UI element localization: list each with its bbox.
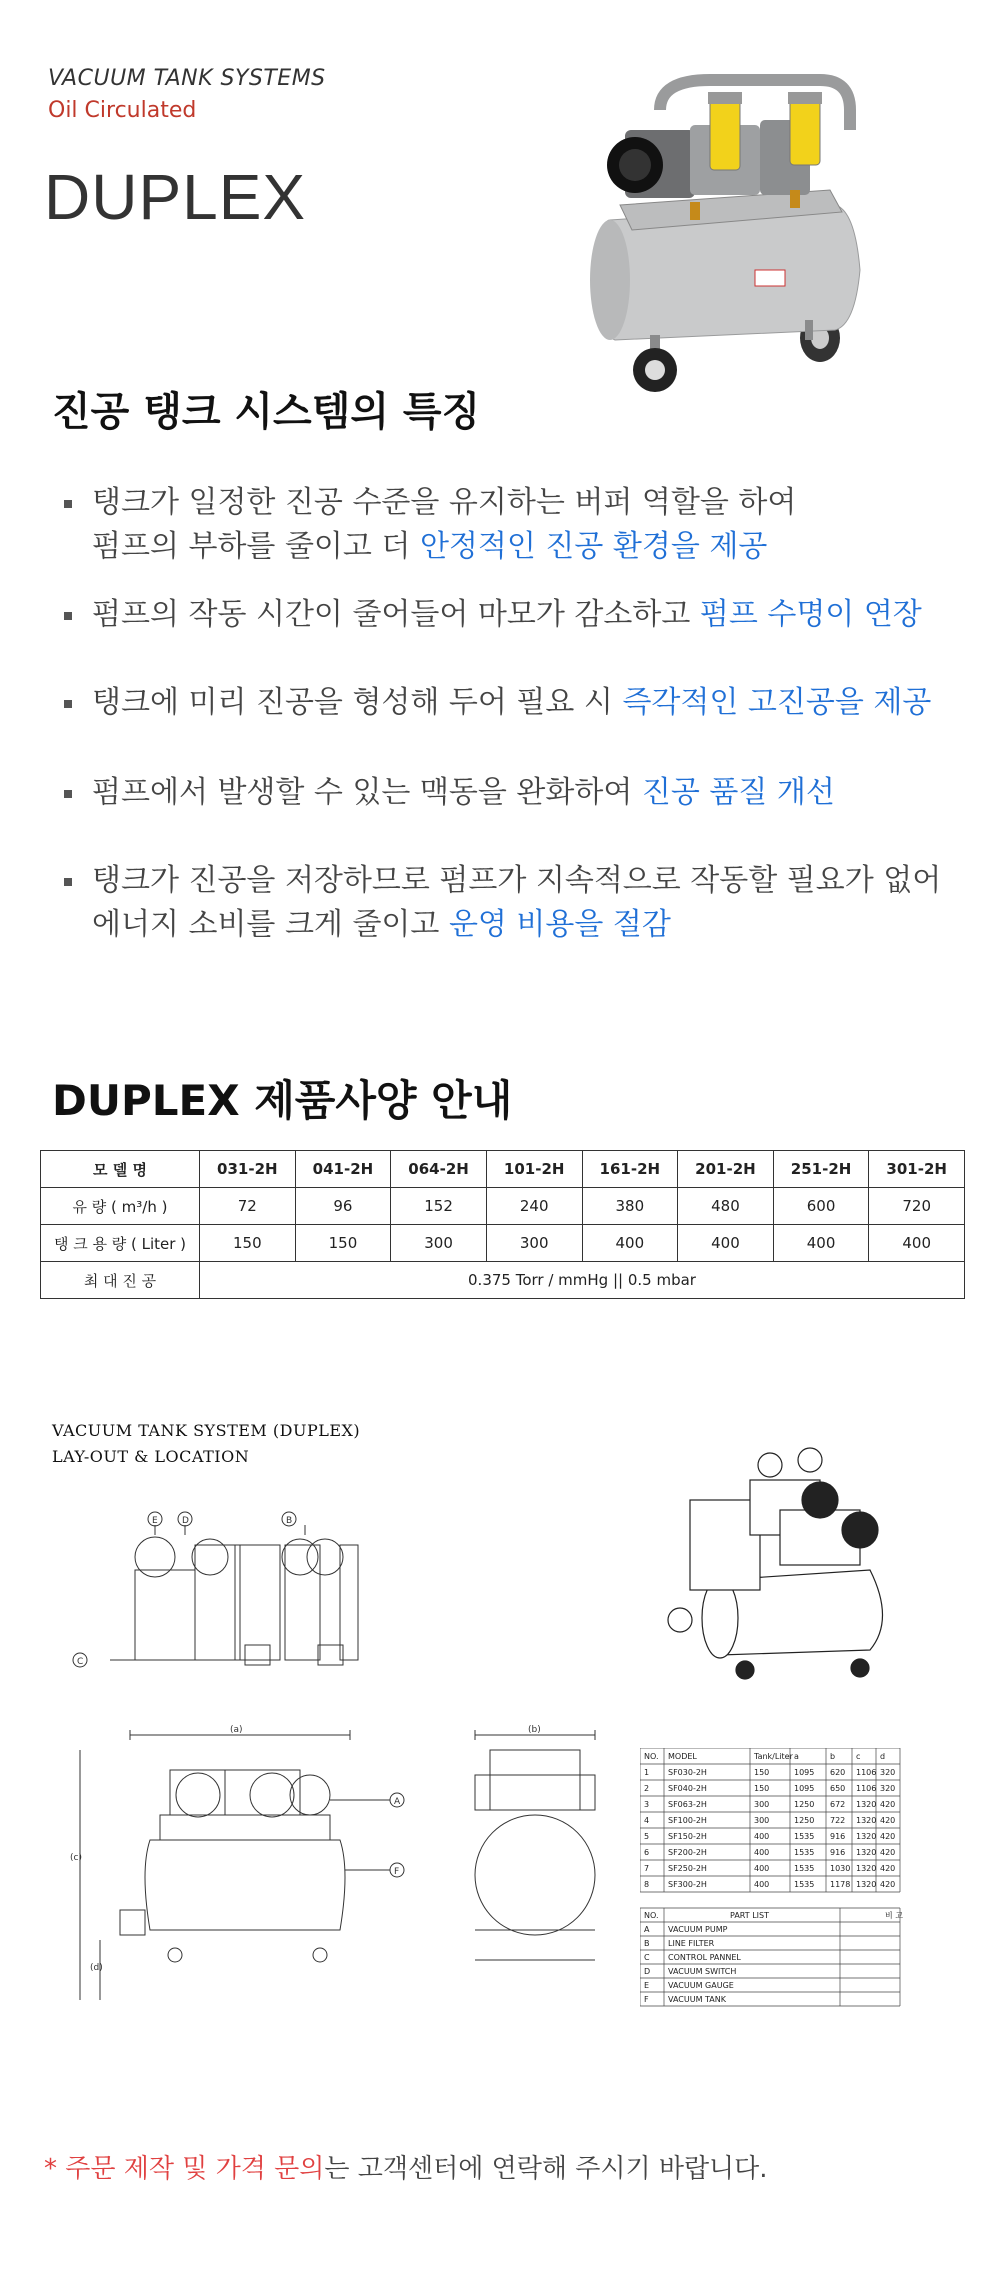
- table-cell-text: 420: [880, 1880, 896, 1889]
- parts-list-grid: [640, 1908, 903, 2006]
- product-title: DUPLEX: [44, 161, 307, 233]
- table-cell-text: 비 고: [885, 1911, 903, 1920]
- feature-text: 탱크가 진공을 저장하므로 펌프가 지속적으로 작동할 필요가 없어: [92, 863, 942, 898]
- table-cell-text: 420: [880, 1816, 896, 1825]
- table-cell: 300: [391, 1225, 487, 1262]
- table-cell-text: 150: [754, 1768, 770, 1777]
- table-header-cell: 064-2H: [391, 1151, 487, 1188]
- feature-text: 탱크가 일정한 진공 수준을 유지하는 버퍼 역할을 하여: [92, 485, 797, 520]
- oil-circulated-label: Oil Circulated: [48, 98, 197, 123]
- row-label: 최 대 진 공: [41, 1262, 200, 1299]
- table-cell-text: 1320: [856, 1800, 877, 1809]
- table-header-cell: 301-2H: [869, 1151, 965, 1188]
- table-cell-text: SF100-2H: [668, 1816, 707, 1825]
- model-table-grid: [640, 1748, 900, 1892]
- feature-highlight: 즉각적인 고진공을 제공: [622, 685, 932, 720]
- table-cell-text: 420: [880, 1832, 896, 1841]
- table-cell-text: 1320: [856, 1832, 877, 1841]
- table-cell-text: 400: [754, 1832, 770, 1841]
- table-header-cell: 101-2H: [486, 1151, 582, 1188]
- table-cell-text: 320: [880, 1784, 896, 1793]
- table-cell-text: 916: [830, 1848, 846, 1857]
- table-cell-text: 7: [644, 1864, 650, 1873]
- table-cell-text: 722: [830, 1816, 846, 1825]
- table-cell-text: 650: [830, 1784, 846, 1793]
- table-cell-text: VACUUM SWITCH: [668, 1967, 737, 1976]
- table-cell-text: SF200-2H: [668, 1848, 707, 1857]
- table-cell: 400: [773, 1225, 869, 1262]
- model-dimension-table: [640, 1748, 960, 2038]
- feature-highlight: 운영 비용을 절감: [448, 907, 671, 942]
- table-cell-text: D: [644, 1967, 651, 1976]
- table-cell-text: SF040-2H: [668, 1784, 707, 1793]
- table-cell-text: 1535: [794, 1848, 815, 1857]
- table-cell-text: d: [880, 1752, 886, 1761]
- table-cell: 150: [295, 1225, 391, 1262]
- dimension-label: (d): [90, 1963, 103, 1973]
- table-cell: 72: [200, 1188, 296, 1225]
- callout-label: F: [394, 1867, 400, 1877]
- table-cell-text: 1: [644, 1768, 650, 1777]
- table-cell-text: C: [644, 1953, 650, 1962]
- table-header-cell: 201-2H: [678, 1151, 774, 1188]
- table-cell: 150: [200, 1225, 296, 1262]
- table-cell-text: 672: [830, 1800, 846, 1809]
- asterisk: *: [44, 2154, 66, 2184]
- table-cell: 96: [295, 1188, 391, 1225]
- feature-highlight: 펌프 수명이 연장: [699, 597, 922, 632]
- table-cell-text: A: [644, 1925, 650, 1934]
- table-cell-text: 300: [754, 1800, 770, 1809]
- callout-label: E: [152, 1516, 158, 1526]
- table-cell: 600: [773, 1188, 869, 1225]
- table-cell-text: SF150-2H: [668, 1832, 707, 1841]
- callout-label: A: [394, 1797, 401, 1807]
- table-cell-text: 4: [644, 1816, 650, 1825]
- front-elevation-drawing: [60, 1720, 440, 2020]
- table-cell-text: 420: [880, 1864, 896, 1873]
- table-cell-text: VACUUM GAUGE: [668, 1981, 734, 1990]
- product-photo: [580, 70, 880, 440]
- table-cell-text: 1250: [794, 1800, 815, 1809]
- table-cell-text: LINE FILTER: [668, 1939, 715, 1948]
- contact-notice: [44, 2148, 768, 2185]
- table-cell-text: NO.: [644, 1752, 659, 1761]
- table-cell-text: SF030-2H: [668, 1768, 707, 1777]
- isometric-drawing: [660, 1440, 900, 1700]
- row-label: 탱 크 용 량 ( Liter ): [41, 1225, 200, 1262]
- table-cell-text: NO.: [644, 1911, 659, 1920]
- table-header-cell: 031-2H: [200, 1151, 296, 1188]
- table-cell-text: B: [644, 1939, 650, 1948]
- table-cell-text: E: [644, 1981, 650, 1990]
- table-cell-text: 300: [754, 1816, 770, 1825]
- table-cell-text: 420: [880, 1848, 896, 1857]
- spec-table: [40, 1150, 965, 1299]
- callout-label: C: [77, 1657, 84, 1667]
- table-cell-text: F: [644, 1995, 649, 2004]
- notice-text: 는 고객센터에 연락해 주시기 바랍니다.: [324, 2154, 768, 2184]
- table-cell-text: SF063-2H: [668, 1800, 707, 1809]
- table-header-row: [41, 1151, 965, 1188]
- table-cell-text: 1320: [856, 1880, 877, 1889]
- table-cell-text: 150: [754, 1784, 770, 1793]
- drawing-title: [52, 1418, 360, 1470]
- spec-heading: DUPLEX 제품사양 안내: [52, 1076, 513, 1125]
- table-cell: 400: [869, 1225, 965, 1262]
- table-cell-text: 1095: [794, 1768, 815, 1777]
- table-cell-text: 916: [830, 1832, 846, 1841]
- table-cell-text: 1535: [794, 1864, 815, 1873]
- brand-line: VACUUM TANK SYSTEMS: [48, 66, 326, 91]
- table-row: [41, 1188, 965, 1225]
- table-cell-text: 420: [880, 1800, 896, 1809]
- drawing-title-line1: VACUUM TANK SYSTEM (DUPLEX): [52, 1421, 361, 1440]
- dimension-label: (b): [528, 1725, 541, 1735]
- row-label: 유 량 ( m³/h ): [41, 1188, 200, 1225]
- table-cell-text: 1250: [794, 1816, 815, 1825]
- feature-text: 펌프에서 발생할 수 있는 맥동을 완화하여: [92, 775, 642, 810]
- side-elevation-drawing: [460, 1720, 610, 2020]
- table-cell-text: 1535: [794, 1832, 815, 1841]
- table-cell-text: VACUUM PUMP: [668, 1925, 728, 1934]
- table-cell-text: 320: [880, 1768, 896, 1777]
- dimension-label: (a): [230, 1725, 243, 1735]
- table-cell-text: 1178: [830, 1880, 851, 1889]
- table-cell-text: 1030: [830, 1864, 851, 1873]
- feature-highlight: 진공 품질 개선: [641, 775, 835, 810]
- table-cell-text: 620: [830, 1768, 846, 1777]
- callout-label: B: [286, 1516, 293, 1526]
- feature-text: 펌프의 부하를 줄이고 더: [92, 529, 420, 564]
- feature-text: 에너지 소비를 크게 줄이고: [92, 907, 449, 942]
- table-cell: 300: [486, 1225, 582, 1262]
- feature-highlight: 안정적인 진공 환경을 제공: [419, 529, 768, 564]
- table-cell-text: a: [794, 1752, 799, 1761]
- feature-text-line2: [92, 524, 767, 570]
- table-cell: 240: [486, 1188, 582, 1225]
- table-header-cell: 161-2H: [582, 1151, 678, 1188]
- bullet-icon: [64, 790, 72, 798]
- table-cell-text: 2: [644, 1784, 650, 1793]
- table-cell-text: SF250-2H: [668, 1864, 707, 1873]
- table-cell-text: 1535: [794, 1880, 815, 1889]
- table-row: [41, 1225, 965, 1262]
- dimension-label: (c): [70, 1853, 82, 1863]
- table-cell-text: 400: [754, 1880, 770, 1889]
- callout-label: D: [182, 1516, 189, 1526]
- table-cell-text: MODEL: [668, 1752, 697, 1761]
- bullet-icon: [64, 878, 72, 886]
- table-cell-text: b: [830, 1752, 836, 1761]
- table-header-cell: 041-2H: [295, 1151, 391, 1188]
- table-cell-text: PART LIST: [730, 1911, 769, 1920]
- table-cell: 152: [391, 1188, 487, 1225]
- table-header-cell: 251-2H: [773, 1151, 869, 1188]
- table-cell-text: 5: [644, 1832, 650, 1841]
- features-heading: 진공 탱크 시스템의 특징: [52, 389, 481, 435]
- table-cell-text: 400: [754, 1864, 770, 1873]
- table-cell-text: c: [856, 1752, 861, 1761]
- table-cell: 720: [869, 1188, 965, 1225]
- table-row: [41, 1262, 965, 1299]
- table-cell-text: 1106: [856, 1784, 877, 1793]
- notice-highlight: 주문 제작 및 가격 문의: [65, 2154, 325, 2184]
- table-cell-text: 8: [644, 1880, 650, 1889]
- table-cell: 400: [678, 1225, 774, 1262]
- table-cell: 380: [582, 1188, 678, 1225]
- bullet-icon: [64, 612, 72, 620]
- table-cell-text: 1320: [856, 1864, 877, 1873]
- feature-text: 펌프의 작동 시간이 줄어들어 마모가 감소하고: [92, 597, 700, 632]
- table-cell-text: SF300-2H: [668, 1880, 707, 1889]
- drawing-title-line2: LAY-OUT & LOCATION: [52, 1447, 250, 1466]
- table-cell-text: Tank/Liter: [754, 1752, 793, 1761]
- table-cell-text: 400: [754, 1848, 770, 1857]
- table-cell: 400: [582, 1225, 678, 1262]
- top-view-drawing: [60, 1505, 360, 1705]
- table-header-cell: 모 델 명: [41, 1151, 200, 1188]
- table-cell-text: 6: [644, 1848, 650, 1857]
- feature-text: 탱크에 미리 진공을 형성해 두어 필요 시: [92, 685, 623, 720]
- bullet-icon: [64, 700, 72, 708]
- table-cell-text: 3: [644, 1800, 650, 1809]
- table-cell: 0.375 Torr / mmHg || 0.5 mbar: [200, 1262, 965, 1299]
- table-cell-text: VACUUM TANK: [668, 1995, 727, 2004]
- table-cell-text: 1320: [856, 1848, 877, 1857]
- table-cell-text: 1095: [794, 1784, 815, 1793]
- table-cell-text: 1106: [856, 1768, 877, 1777]
- table-cell-text: 1320: [856, 1816, 877, 1825]
- table-cell: 480: [678, 1188, 774, 1225]
- bullet-icon: [64, 500, 72, 508]
- table-cell-text: CONTROL PANNEL: [668, 1953, 741, 1962]
